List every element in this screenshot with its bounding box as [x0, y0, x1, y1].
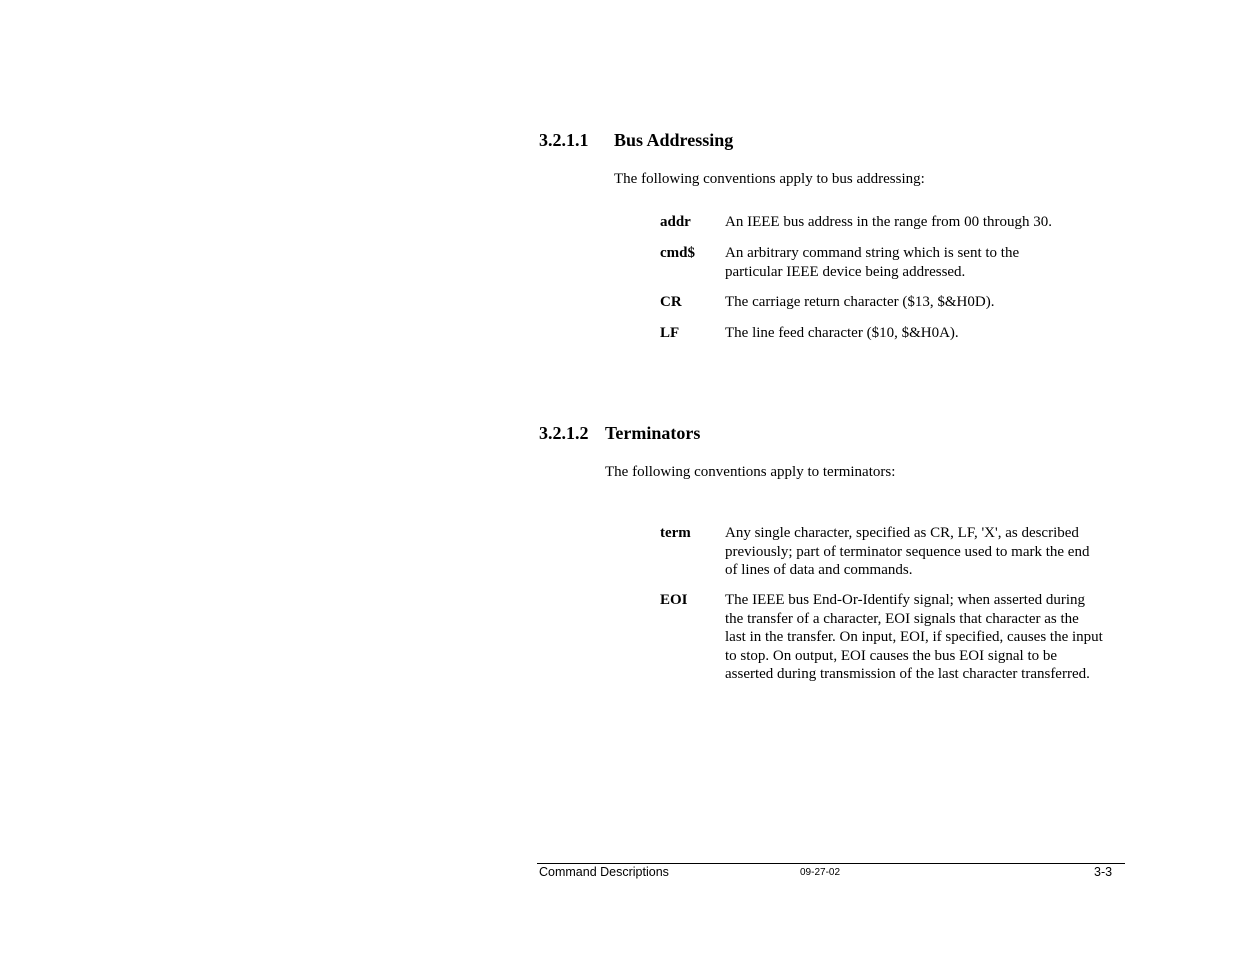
definition-item — [660, 244, 1120, 281]
definition-description: An arbitrary command string which is sent to the particular IEEE device being addressed. — [725, 245, 1020, 280]
footer-date: 09-27-02 — [800, 867, 841, 878]
section-heading-terminators — [539, 423, 700, 444]
section-heading-bus-addressing — [539, 130, 733, 151]
definition-term: term — [660, 525, 691, 541]
definition-description: The line feed character ($10, $&H0A). — [725, 325, 959, 341]
footer-rule — [537, 863, 1125, 864]
definition-item — [660, 213, 1120, 232]
definition-description: Any single character, specified as CR, LF, 'X', as described previously; part of terminator sequence used to mark the end of lines of data and commands. — [725, 525, 1090, 578]
definition-term: addr — [660, 214, 691, 230]
footer-chapter-title: Command Descriptions — [539, 865, 669, 879]
section-title: Bus Addressing — [614, 130, 734, 150]
definition-item — [660, 524, 1120, 580]
definition-item — [660, 293, 1120, 312]
section-intro: The following conventions apply to terminators: — [605, 464, 896, 480]
section-title: Terminators — [605, 423, 701, 443]
definition-term: cmd$ — [660, 245, 695, 261]
definition-item — [660, 591, 1120, 684]
definition-description: The carriage return character ($13, $&H0D). — [725, 294, 995, 310]
definition-description: The IEEE bus End-Or-Identify signal; when asserted during the transfer of a character, EOI signals that character as the last in the transfer. On input, EOI, if specified, causes the input to stop. On output, EOI causes the bus EOI signal to be asserted during transmission of the last character transferred. — [725, 592, 1103, 682]
footer-page-number: 3-3 — [1094, 865, 1113, 879]
section-intro: The following conventions apply to bus addressing: — [614, 171, 925, 187]
definition-item — [660, 324, 1120, 343]
definition-term: CR — [660, 294, 682, 310]
definition-term: EOI — [660, 592, 688, 608]
definition-description: An IEEE bus address in the range from 00 through 30. — [725, 214, 1053, 230]
definition-term: LF — [660, 325, 680, 341]
section-number: 3.2.1.2 — [539, 423, 589, 443]
section-number: 3.2.1.1 — [539, 130, 589, 150]
